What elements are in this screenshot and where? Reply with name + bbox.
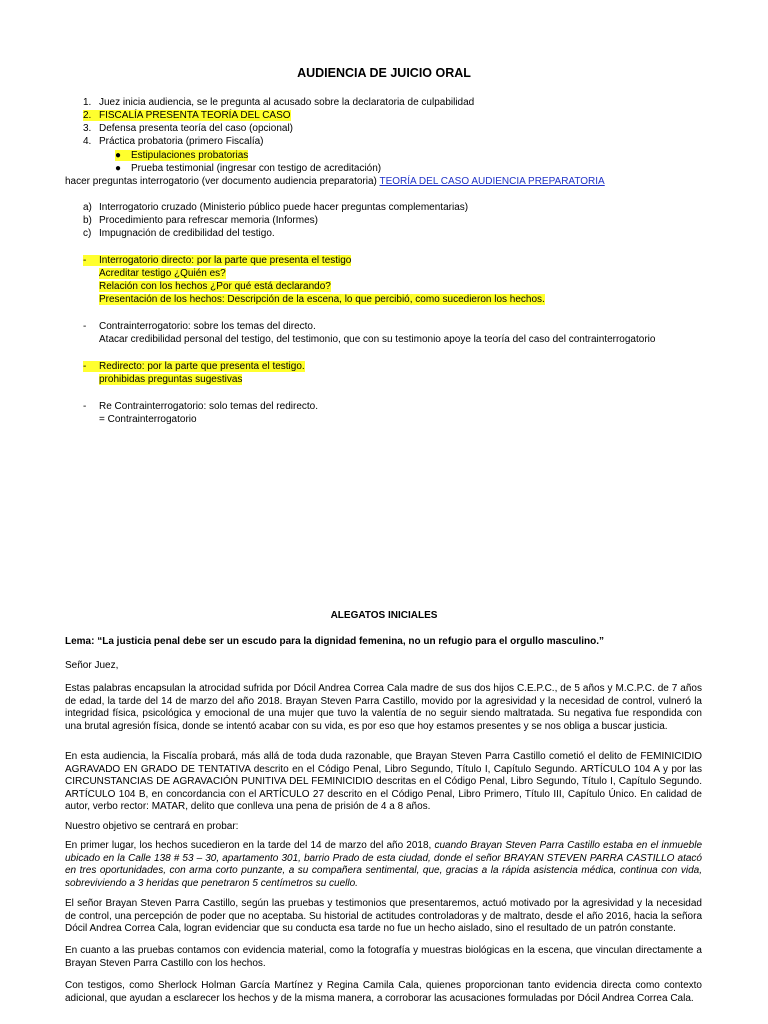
paragraph-3: Nuestro objetivo se centrará en probar:	[65, 821, 239, 832]
lettered-item-b: b) Procedimiento para refrescar memoria (Informes)	[83, 215, 318, 226]
paragraph-4: En primer lugar, los hechos sucedieron en la tarde del 14 de marzo del año 2018, cuando Brayan Steven Parra Castillo estaba en el inmueble ubicado en la Calle 138 # 53 – 30, apartamento 301, barrio Prado de esta ciudad, donde el señor BRAYAN STEVEN PARRA CASTILLO atacó en tres oportunidades, con arma corto punzante, a su compañera sentimental, que, gracias a la rápida asistencia médica, continua con vida, sobreviviendo a 3 heridas que penetraron 5 centímetros su cuello.	[65, 840, 703, 889]
lema-line: Lema: “La justicia penal debe ser un escudo para la dignidad femenina, no un refugio para el orgullo masculino.”	[65, 636, 604, 647]
lettered-item-c: c) Impugnación de credibilidad del testigo.	[83, 228, 275, 239]
preguntas-line: hacer preguntas interrogatorio (ver documento audiencia preparatoria) TEORÍA DEL CASO AUDIENCIA PREPARATORIA	[65, 176, 605, 187]
numbered-item-4: 4. Práctica probatoria (primero Fiscalía)	[83, 136, 264, 147]
recontra-line-2: = Contrainterrogatorio	[99, 414, 197, 425]
numbered-item-1: 1. Juez inicia audiencia, se le pregunta al acusado sobre la declaratoria de culpabilidad	[83, 97, 475, 108]
bullet-item-2: ● Prueba testimonial (ingresar con testigo de acreditación)	[115, 163, 382, 174]
recontra-line-1: - Re Contrainterrogatorio: solo temas del redirecto.	[83, 401, 318, 412]
paragraph-5: El señor Brayan Steven Parra Castillo, según las pruebas y testimonios que presentaremos, actuó motivado por la agresividad y la necesidad de control, una percepción de poder que no aceptaba. Su historial de actitudes controladoras y de maltrato, desde el año 2016, hacia la señora Dócil Andrea Correa Cala, logran evidenciar que su conducta esa tarde no fue un hecho aislado, sino el resultado de un patrón constante.	[65, 898, 702, 935]
teoria-caso-link[interactable]: TEORÍA DEL CASO AUDIENCIA PREPARATORIA	[379, 176, 605, 187]
lettered-item-a: a) Interrogatorio cruzado (Ministerio público puede hacer preguntas complementarias)	[83, 202, 469, 213]
directo-line-3: Relación con los hechos ¿Por qué está declarando?	[99, 281, 331, 292]
numbered-item-2: 2. FISCALÍA PRESENTA TEORÍA DEL CASO	[83, 110, 291, 121]
paragraph-1: Estas palabras encapsulan la atrocidad sufrida por Dócil Andrea Correa Cala madre de sus dos hijos C.E.P.C., de 5 años y M.C.P.C. de 7 años de edad, la tarde del 14 de marzo del año 2018. Brayan Steven Parra Castillo, movido por la agresividad y la necesidad de control, vulneró la integridad física, psicológica y emocional de una mujer que tuvo la valentía de no seguir siendo maltratada. Su negativa fue respondida con una brutal agresión física, donde se intentó acabar con su vida, es por eso que hoy estamos presentes y se nos obliga a buscar justicia.	[65, 683, 702, 732]
document-title: AUDIENCIA DE JUICIO ORAL	[297, 66, 471, 80]
bullet-item-1: ● Estipulaciones probatorias	[115, 150, 249, 161]
contra-line-2: Atacar credibilidad personal del testigo, del testimonio, que con su testimonio apoye la teoría del caso del contrainterrogatorio	[99, 334, 656, 345]
paragraph-2: En esta audiencia, la Fiscalía probará, más allá de toda duda razonable, que Brayan Steven Parra Castillo cometió el delito de FEMINICIDIO AGRAVADO EN GRADO DE TENTATIVA descrito en el Código Penal, Libro Segundo, Título I, Capítulo Segundo. ARTÍCULO 104 A y por las CIRCUNSTANCIAS DE AGRAVACIÓN PUNITIVA DEL FEMINICIDIO descritas en el Código Penal, Libro Segundo, Título I, Capítulo Segundo. ARTÍCULO 104 B, en concordancia con el ARTÍCULO 27 descrito en el Código Penal, Libro Primero, Título III, Capítulo Único. En calidad de autor, verbo rector: MATAR, delito que conlleva una pena de prisión de 4 a 8 años.	[65, 751, 702, 813]
numbered-item-3: 3. Defensa presenta teoría del caso (opcional)	[83, 123, 294, 134]
alegatos-title: ALEGATOS INICIALES	[330, 610, 438, 621]
paragraph-7: Con testigos, como Sherlock Holman García Martínez y Regina Camila Cala, quienes proporcionan tanto evidencia directa como contexto adicional, que ayudan a esclarecer los hechos y de la misma manera, a corroborar las acusaciones formuladas por Dócil Andrea Correa Cala.	[65, 980, 702, 1004]
directo-line-1: - Interrogatorio directo: por la parte que presenta el testigo	[83, 255, 352, 266]
redirecto-line-1: - Redirecto: por la parte que presenta el testigo.	[83, 361, 305, 372]
directo-line-2: Acreditar testigo ¿Quién es?	[99, 268, 226, 279]
paragraph-6: En cuanto a las pruebas contamos con evidencia material, como la fotografía y muestras biológicas en la escena, que vinculan directamente a Brayan Steven Parra Castillo con los hechos.	[65, 945, 702, 969]
contra-line-1: - Contrainterrogatorio: sobre los temas del directo.	[83, 321, 316, 332]
redirecto-line-2: prohibidas preguntas sugestivas	[99, 374, 243, 385]
salutation: Señor Juez,	[65, 660, 119, 671]
directo-line-4: Presentación de los hechos: Descripción de la escena, lo que percibió, como sucedieron los hechos.	[99, 294, 545, 305]
